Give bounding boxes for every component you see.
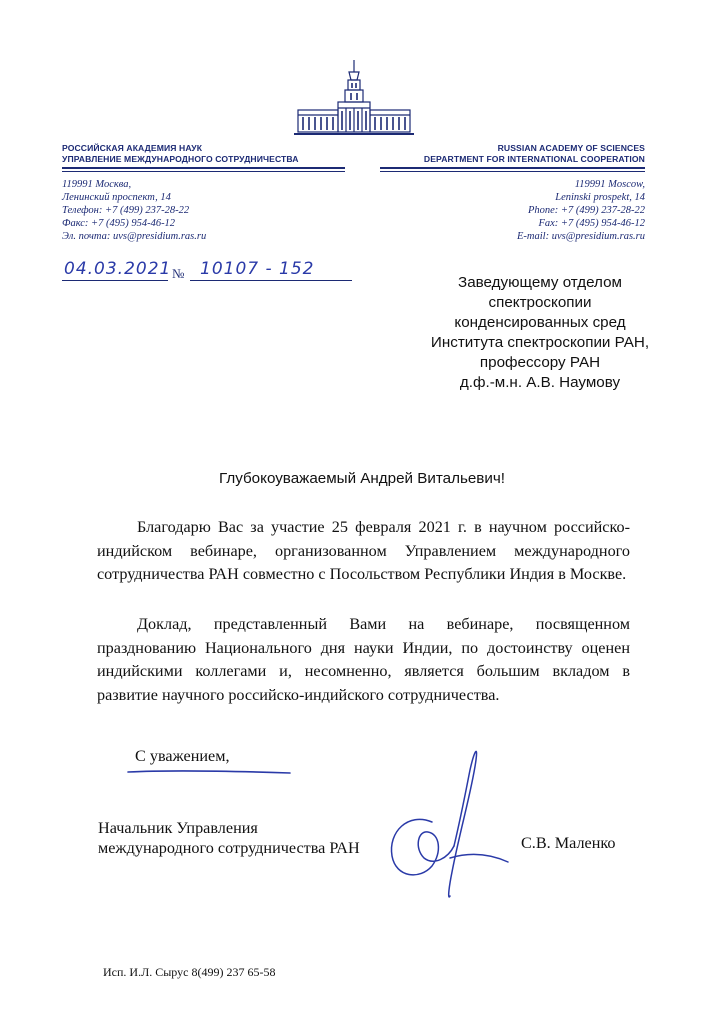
address-street: Leninski prospekt, 14	[555, 192, 645, 203]
addressee-line: профессору РАН	[479, 354, 601, 371]
address-fax: Fax: +7 (495) 954-46-12	[538, 218, 645, 229]
executor-contact: Исп. И.Л. Сырус 8(499) 237 65-58	[103, 965, 276, 979]
position-line: международного сотрудничества РАН	[98, 839, 360, 857]
signer-name: С.В. Маленко	[521, 834, 616, 852]
address-phone: Phone: +7 (499) 237-28-22	[527, 205, 645, 216]
addressee-line: спектроскопии	[488, 294, 592, 311]
registration-number: 10107 - 152	[200, 259, 315, 279]
body-paragraph: Доклад, представленный Вами на вебинаре, посвященном празднованию Национального дня науки Индии, по достоинству оценен индийскими коллегами и, несомненно, является большим вкладом в развитие научного российско-индийского сотрудничества.	[97, 615, 630, 704]
address-fax: Факс: +7 (495) 954-46-12	[62, 218, 176, 229]
addressee-line: Заведующему отделом	[458, 274, 622, 291]
handwritten-signature-icon	[391, 751, 508, 897]
closing-underline	[128, 771, 290, 773]
addressee-line: конденсированных сред	[454, 314, 626, 331]
body-paragraph: Благодарю Вас за участие 25 февраля 2021 г. в научном российско-индийском вебинаре, организованном Управлением международного сотрудничества РАН совместно с Посольством Республики Индия в Москве.	[97, 518, 630, 583]
number-sign: №	[172, 266, 185, 281]
org-name-en: RUSSIAN ACADEMY OF SCIENCES	[497, 143, 645, 153]
closing: С уважением,	[135, 747, 230, 765]
address-city: 119991 Moscow,	[574, 179, 645, 190]
department-name-ru: УПРАВЛЕНИЕ МЕЖДУНАРОДНОГО СОТРУДНИЧЕСТВА	[62, 154, 299, 164]
position-line: Начальник Управления	[98, 819, 258, 837]
salutation: Глубокоуважаемый Андрей Витальевич!	[218, 470, 505, 487]
address-phone: Телефон: +7 (499) 237-28-22	[62, 205, 190, 216]
addressee-line: д.ф.-м.н. А.В. Наумову	[459, 374, 621, 391]
address-email: Эл. почта: uvs@presidium.ras.ru	[62, 231, 207, 242]
address-street: Ленинский проспект, 14	[62, 192, 171, 203]
registration-date: 04.03.2021	[64, 259, 172, 279]
addressee-line: Института спектроскопии РАН,	[430, 334, 650, 351]
address-city: 119991 Москва,	[62, 179, 132, 190]
org-name-ru: РОССИЙСКАЯ АКАДЕМИЯ НАУК	[62, 143, 203, 153]
address-email: E-mail: uvs@presidium.ras.ru	[517, 231, 645, 242]
department-name-en: DEPARTMENT FOR INTERNATIONAL COOPERATION	[423, 154, 645, 164]
